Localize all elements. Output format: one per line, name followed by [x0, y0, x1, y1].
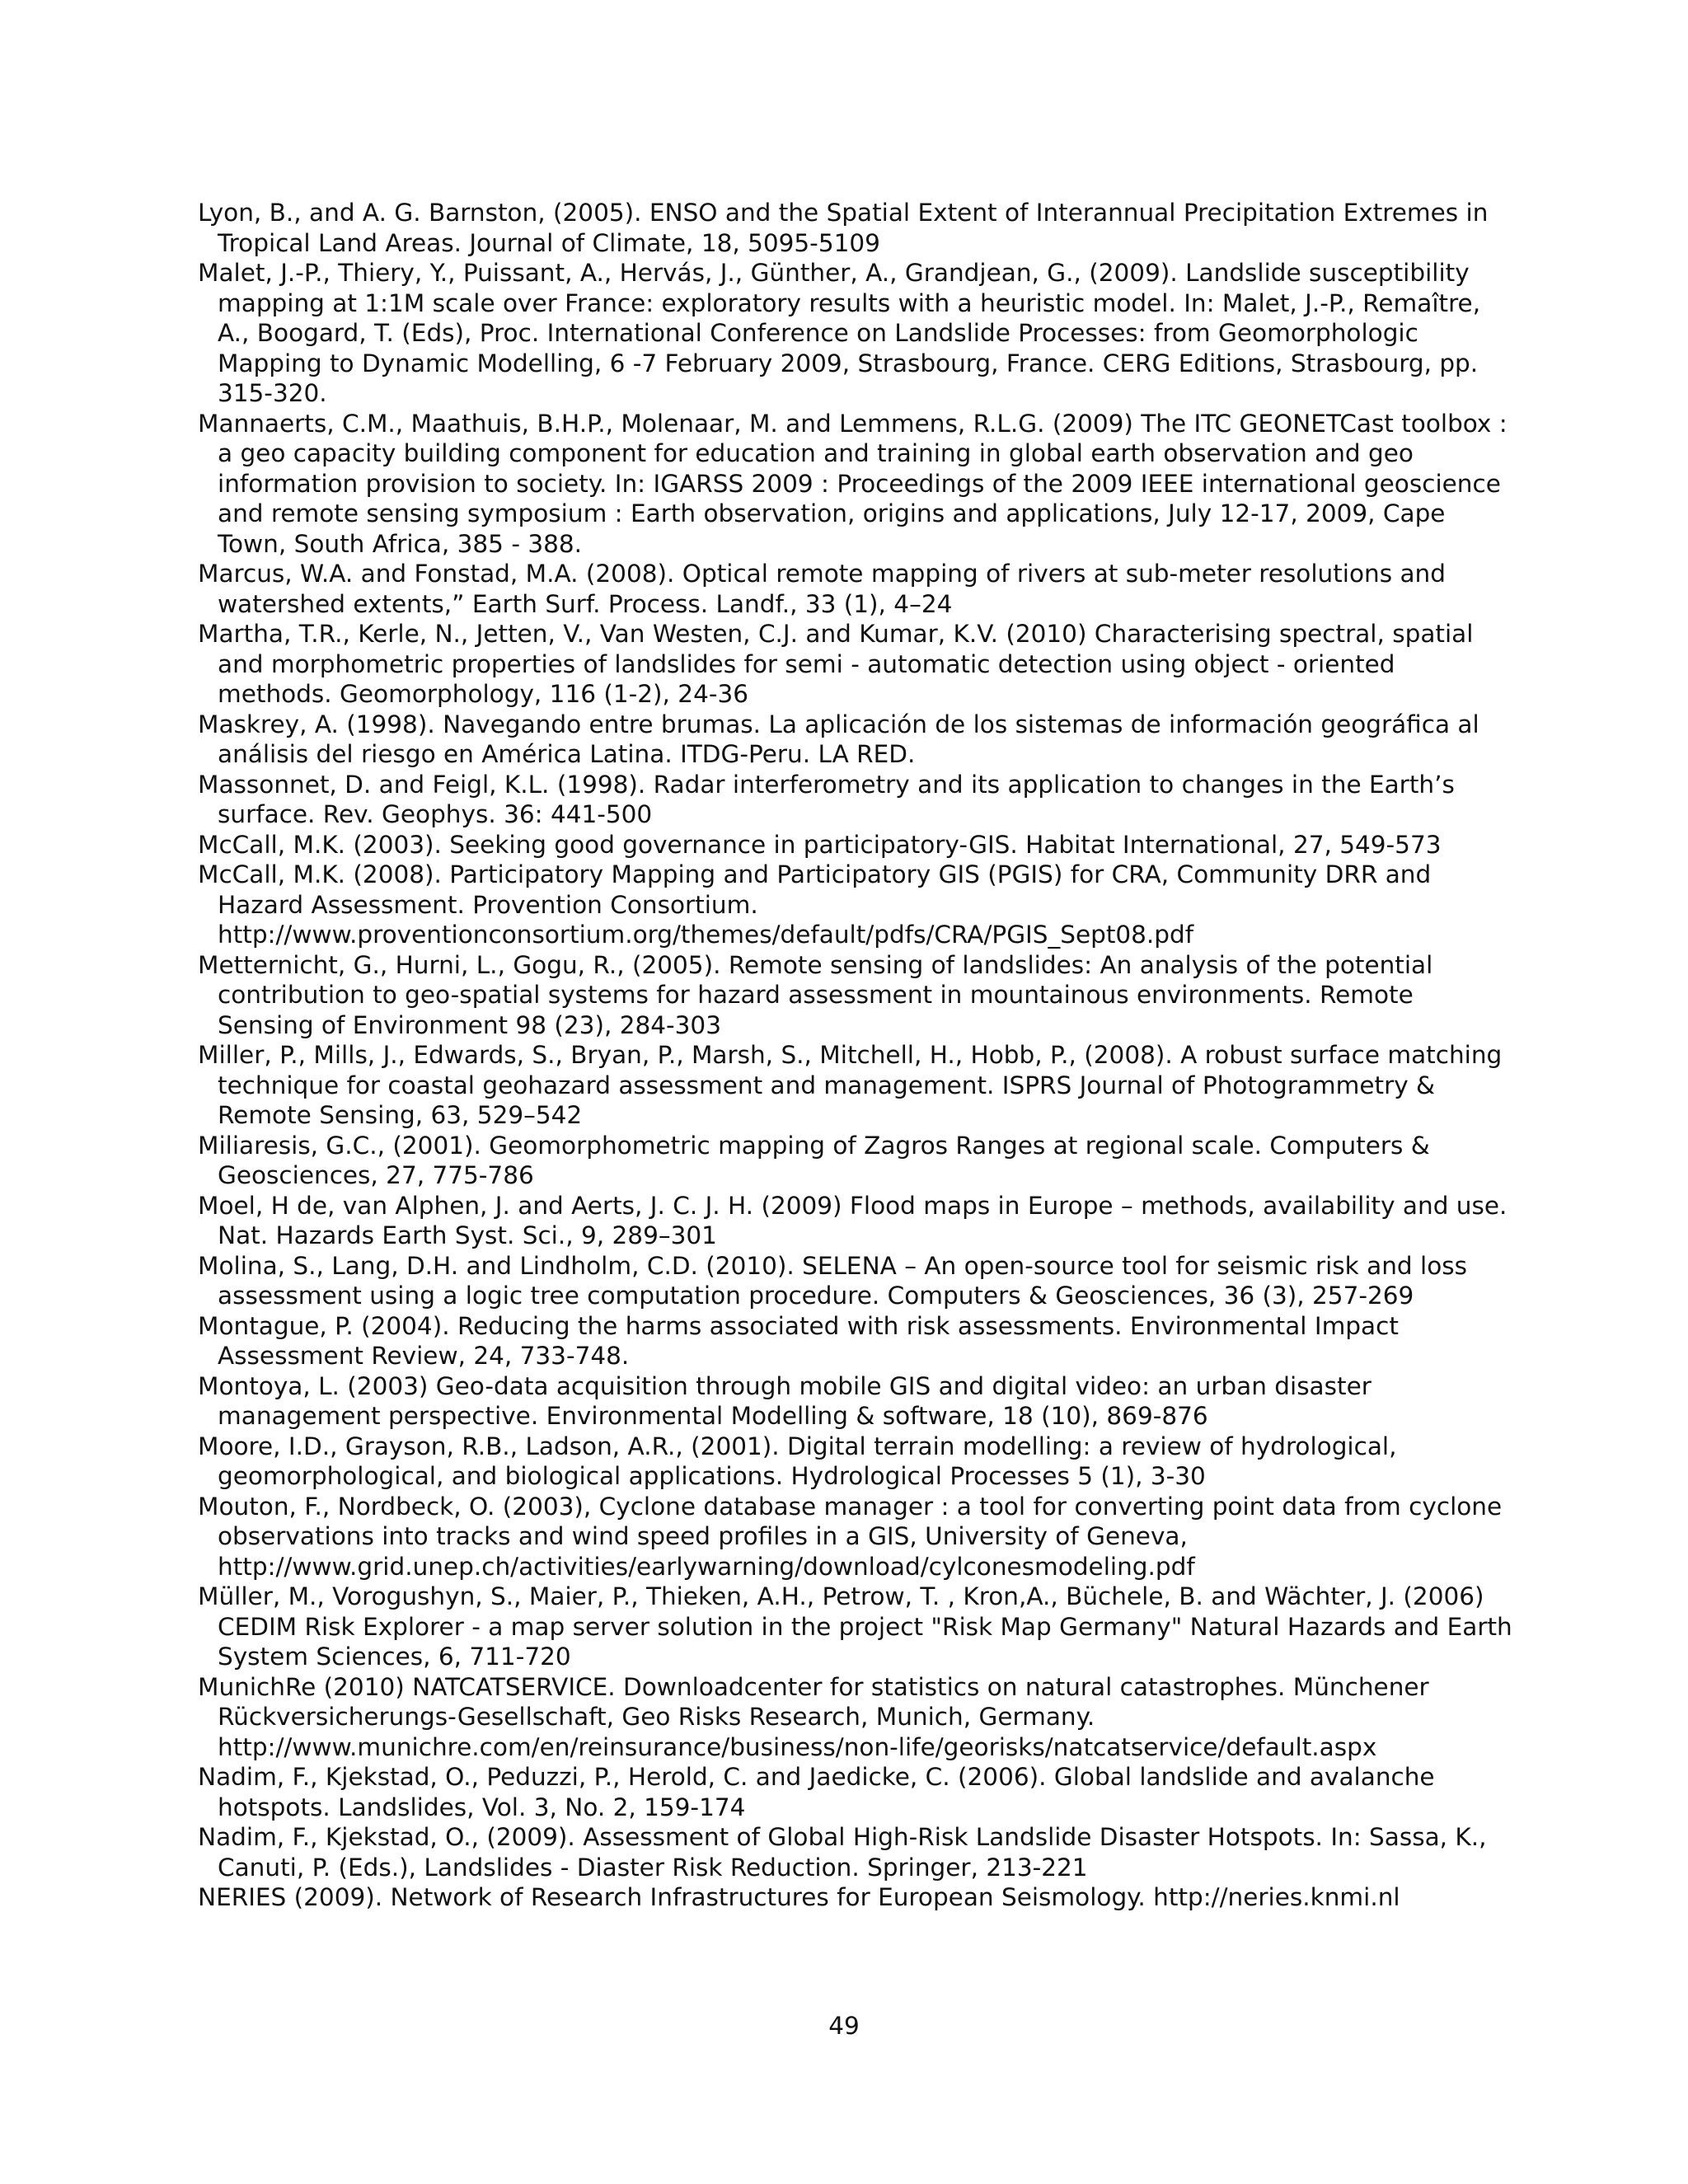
- reference-entry: McCall, M.K. (2008). Participatory Mapping and Participatory GIS (PGIS) for CRA, Community DRR and Hazard Assessment. Provention Consortium. http://www.proventionconsortium.org/themes/default/pdfs/CRA/PGIS_Sept08.pdf: [198, 860, 1432, 949]
- reference-entry: Martha, T.R., Kerle, N., Jetten, V., Van Westen, C.J. and Kumar, K.V. (2010) Characterising spectral, spatial and morphometric properties of landslides for semi - automatic detection using object - oriented methods. Geomorphology, 116 (1-2), 24-36: [198, 620, 1474, 708]
- reference-entry: Mouton, F., Nordbeck, O. (2003), Cyclone database manager : a tool for converting point data from cyclone observations into tracks and wind speed profiles in a GIS, University of Geneva, http://www.grid.unep.ch/activities/earlywarning/download/cylconesmodeling.pdf: [198, 1492, 1503, 1581]
- reference-list: [198, 198, 1517, 1913]
- reference-entry: Miliaresis, G.C., (2001). Geomorphometric mapping of Zagros Ranges at regional scale. Computers & Geosciences, 27, 775-786: [198, 1131, 1430, 1189]
- reference-entry: Metternicht, G., Hurni, L., Gogu, R., (2005). Remote sensing of landslides: An analysis of the potential contribution to geo-spatial systems for hazard assessment in mountainous environments. Remote Sensing of Environment 98 (23), 284-303: [198, 950, 1433, 1039]
- reference-entry: Müller, M., Vorogushyn, S., Maier, P., Thieken, A.H., Petrow, T. , Kron,A., Büchele, B. and Wächter, J. (2006) CEDIM Risk Explorer - a map server solution in the project "Risk Map Germany" Natural Hazards and Earth System Sciences, 6, 711-720: [198, 1582, 1512, 1671]
- reference-entry: Mannaerts, C.M., Maathuis, B.H.P., Molenaar, M. and Lemmens, R.L.G. (2009) The ITC GEONETCast toolbox : a geo capacity building component for education and training in global earth observation and geo information provision to society. In: IGARSS 2009 : Proceedings of the 2009 IEEE international geoscience and remote sensing symposium : Earth observation, origins and applications, July 12-17, 2009, Cape Town, South Africa, 385 - 388.: [198, 409, 1507, 558]
- reference-entry: Molina, S., Lang, D.H. and Lindholm, C.D. (2010). SELENA – An open-source tool for seismic risk and loss assessment using a logic tree computation procedure. Computers & Geosciences, 36 (3), 257-269: [198, 1251, 1467, 1310]
- reference-entry: Malet, J.-P., Thiery, Y., Puissant, A., Hervás, J., Günther, A., Grandjean, G., (2009). Landslide susceptibility mapping at 1:1M scale over France: exploratory results with a heuristic model. In: Malet, J.-P., Remaître, A., Boogard, T. (Eds), Proc. International Conference on Landslide Processes: from Geomorphologic Mapping to Dynamic Modelling, 6 -7 February 2009, Strasbourg, France. CERG Editions, Strasbourg, pp. 315-320.: [198, 259, 1481, 407]
- reference-entry: Miller, P., Mills, J., Edwards, S., Bryan, P., Marsh, S., Mitchell, H., Hobb, P., (2008). A robust surface matching technique for coastal geohazard assessment and management. ISPRS Journal of Photogrammetry & Remote Sensing, 63, 529–542: [198, 1041, 1503, 1129]
- reference-entry: McCall, M.K. (2003). Seeking good governance in participatory-GIS. Habitat International, 27, 549-573: [198, 830, 1442, 859]
- reference-entry: Nadim, F., Kjekstad, O., Peduzzi, P., Herold, C. and Jaedicke, C. (2006). Global landslide and avalanche hotspots. Landslides, Vol. 3, No. 2, 159-174: [198, 1763, 1435, 1821]
- reference-entry: Maskrey, A. (1998). Navegando entre brumas. La aplicación de los sistemas de información geográfica al análisis del riesgo en América Latina. ITDG-Peru. LA RED.: [198, 710, 1479, 768]
- page-number: 49: [828, 2012, 860, 2040]
- reference-page: [198, 198, 1517, 1913]
- reference-entry: Moore, I.D., Grayson, R.B., Ladson, A.R., (2001). Digital terrain modelling: a review of hydrological, geomorphological, and biological applications. Hydrological Processes 5 (1), 3-30: [198, 1432, 1397, 1490]
- reference-entry: Nadim, F., Kjekstad, O., (2009). Assessment of Global High-Risk Landslide Disaster Hotspots. In: Sassa, K., Canuti, P. (Eds.), Landslides - Diaster Risk Reduction. Springer, 213-221: [198, 1823, 1487, 1882]
- reference-entry: NERIES (2009). Network of Research Infrastructures for European Seismology. http://neries.knmi.nl: [198, 1883, 1400, 1911]
- reference-entry: Moel, H de, van Alphen, J. and Aerts, J. C. J. H. (2009) Flood maps in Europe – methods, availability and use. Nat. Hazards Earth Syst. Sci., 9, 289–301: [198, 1191, 1507, 1249]
- reference-entry: Montoya, L. (2003) Geo-data acquisition through mobile GIS and digital video: an urban disaster management perspective. Environmental Modelling & software, 18 (10), 869-876: [198, 1371, 1372, 1430]
- reference-entry: Montague, P. (2004). Reducing the harms associated with risk assessments. Environmental Impact Assessment Review, 24, 733-748.: [198, 1311, 1399, 1370]
- reference-entry: Massonnet, D. and Feigl, K.L. (1998). Radar interferometry and its application to changes in the Earth’s surface. Rev. Geophys. 36: 441-500: [198, 770, 1455, 828]
- reference-entry: MunichRe (2010) NATCATSERVICE. Downloadcenter for statistics on natural catastrophes. Münchener Rückversicherungs-Gesellschaft, Geo Risks Research, Munich, Germany. http://www.munichre.com/en/reinsurance/business/non-life/georisks/natcatservice/default.aspx: [198, 1672, 1429, 1761]
- reference-entry: Lyon, B., and A. G. Barnston, (2005). ENSO and the Spatial Extent of Interannual Precipitation Extremes in Tropical Land Areas. Journal of Climate, 18, 5095-5109: [198, 199, 1489, 257]
- reference-entry: Marcus, W.A. and Fonstad, M.A. (2008). Optical remote mapping of rivers at sub-meter resolutions and watershed extents,” Earth Surf. Process. Landf., 33 (1), 4–24: [198, 560, 1446, 618]
